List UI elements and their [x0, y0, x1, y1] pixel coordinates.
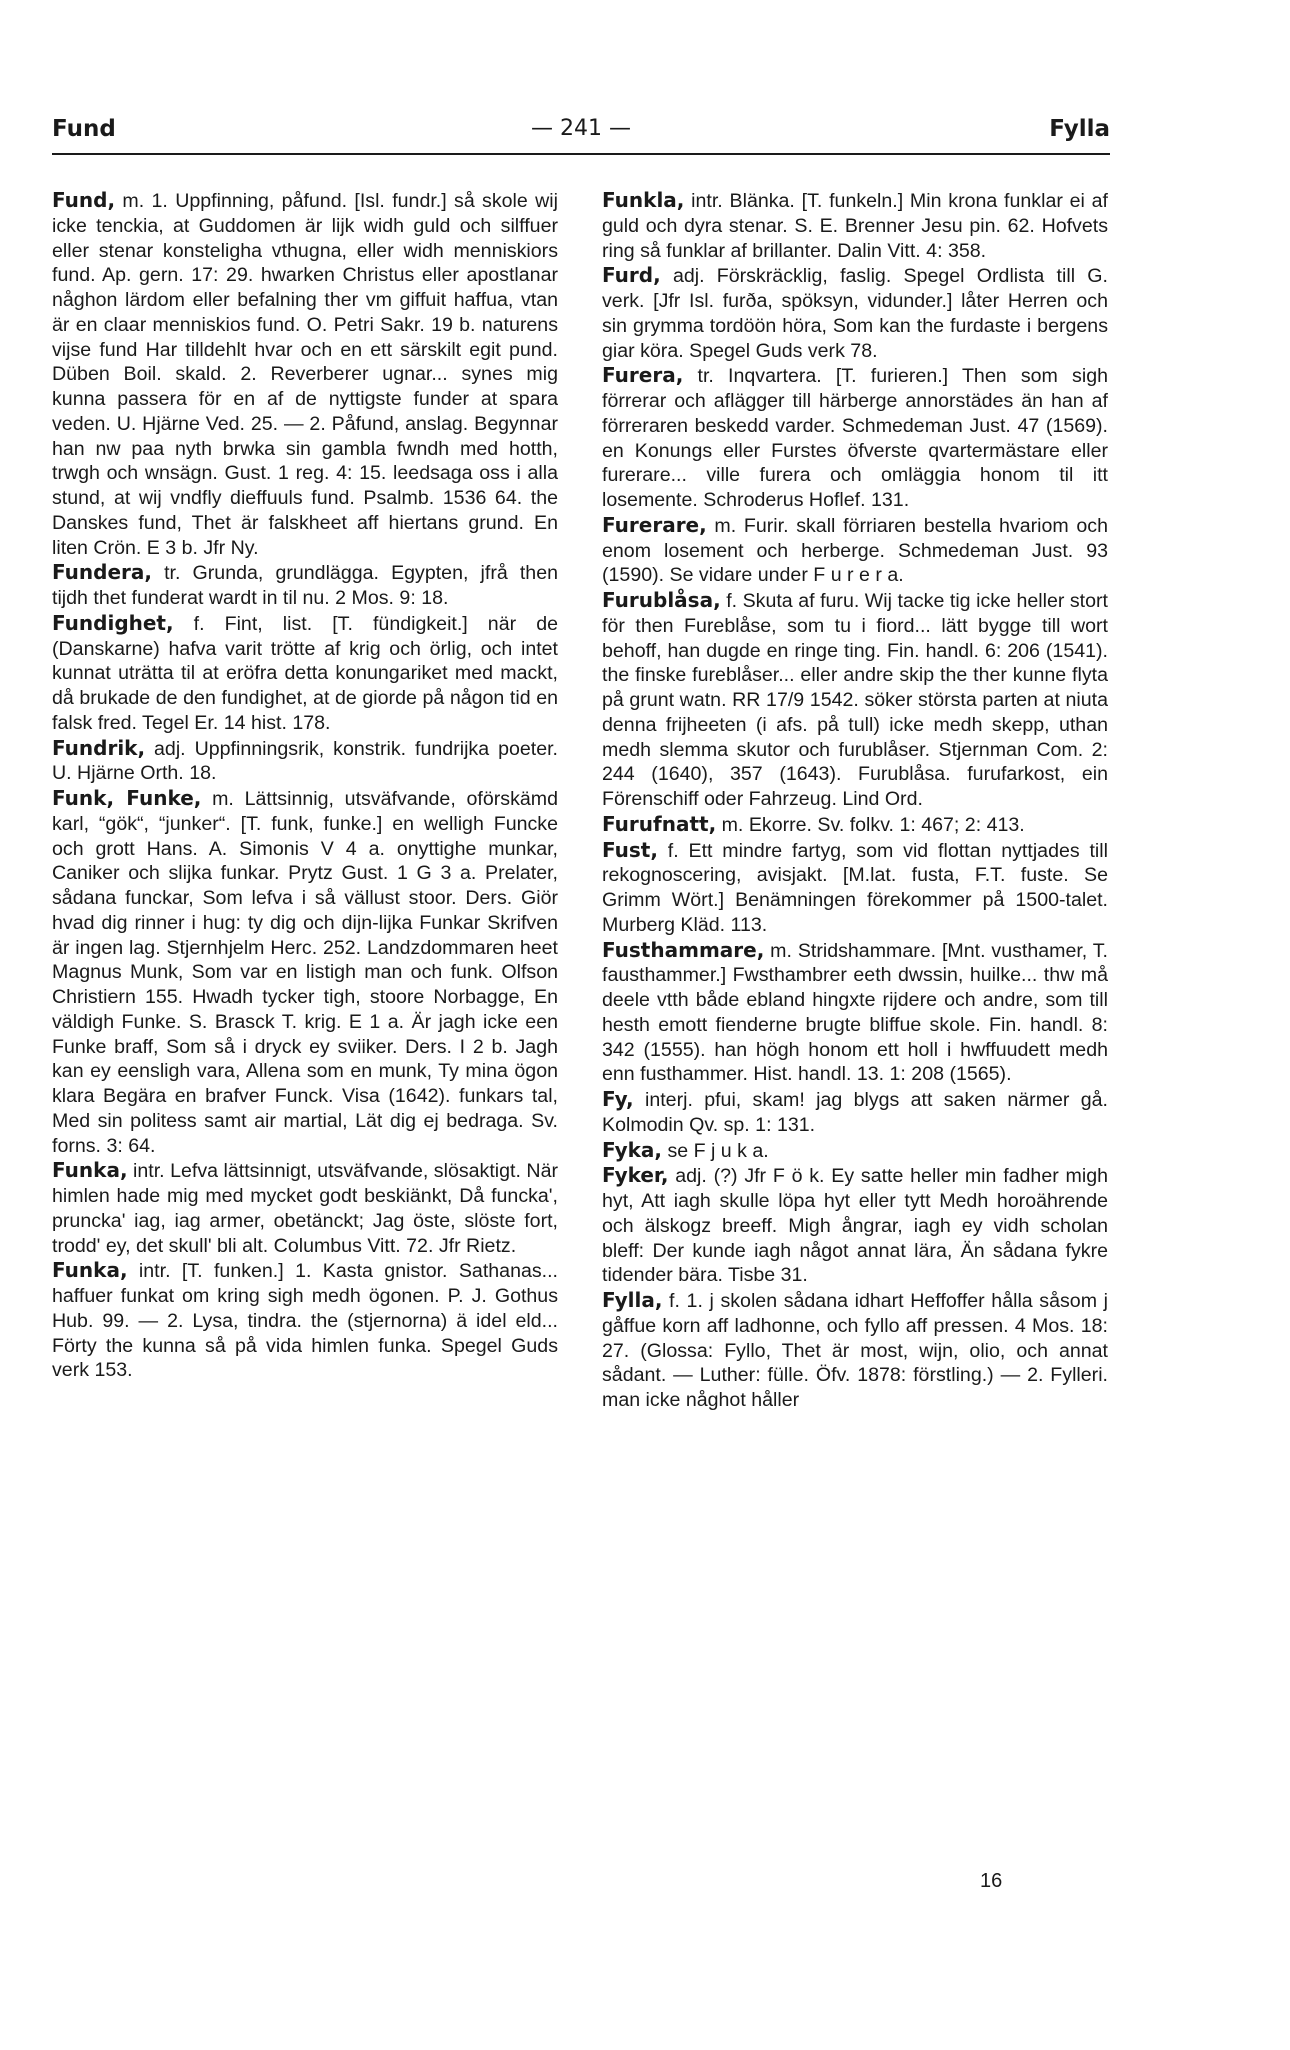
right-column: [602, 188, 1108, 1413]
entry-headword: Fyker,: [602, 1163, 669, 1188]
running-header: [52, 116, 1110, 152]
entry-headword: Fylla,: [602, 1288, 663, 1312]
entry-headword: Fundera,: [52, 560, 152, 585]
entry-definition: f. Ett mindre fartyg, som vid flottan nyttjades till rekognoscering, avisjakt. [M.lat. fusta, F.T. fuste. Se Grimm Wört.] Benämningen förekommer på 1500-talet. Murberg Kläd. 113.: [602, 839, 1108, 936]
entry-definition: intr. Blänka. [T. funkeln.] Min krona funklar ei af guld och dyra stenar. S. E. Brenner Jesu pin. 62. Hofvets ring så funklar af brillanter. Dalin Vitt. 4: 358.: [602, 190, 1108, 262]
entry-definition: m. 1. Uppfinning, påfund. [Isl. fundr.] så skole wij icke tenckia, at Guddomen är lijk widh guld och silffuer eller stenar konsteligha vthugna, eller widh menniskiors fund. Ap. gern. 17: 29. hwarken Christus eller apostlanar någhon lärdom eller befalning ther vm giffuit haffua, vtan är en claar menniskios fund. O. Petri Sakr. 19 b. naturens vijse fund Har tilldehlt hvar och en ett särskilt egit pund. Düben Boil. skald. 2. Reverberer ugnar... synes mig kunna passera för en af de nyttigste funder at spara veden. U. Hjärne Ved. 25. — 2. Påfund, anslag. Begynnar han nw paa nyth brwka sin gambla fwndh med hotth, trwgh och wnsägn. Gust. 1 reg. 4: 15. leedsaga oss i alla stund, at wij vndfly dieffuuls fund. Psalmb. 1536 64. the Danskes fund, Thet är falskheet aff hiertans grund. En liten Crön. E 3 b. Jfr Ny.: [52, 190, 558, 559]
entry-definition: adj. Uppfinningsrik, konstrik. fundrijka poeter. U. Hjärne Orth. 18.: [52, 737, 558, 785]
dictionary-entry: [602, 513, 1108, 588]
entry-definition: interj. pfui, skam! jag blygs att saken närmer gå. Kolmodin Qv. sp. 1: 131.: [602, 1089, 1108, 1136]
entry-headword: Fust,: [602, 837, 658, 862]
dictionary-entry: [602, 812, 1108, 838]
entry-headword: Fyka,: [602, 1137, 662, 1162]
dictionary-entry: [602, 588, 1108, 812]
entry-definition: f. Skuta af furu. Wij tacke tig icke heller stort för then Fureblåse, som tu i fiord... lätt bygge till wort behoff, han dugde en ringe ting. Fin. handl. 6: 206 (1541). the finske fureblåser... eller andre skip the ther kunne flyta på grunt watn. RR 17/9 1542. söker största parten at niuta denna frijheeten (i afs. på tull) icke medh skepp, uthan medh slemma skutor och furublåser. Stjernman Com. 2: 244 (1640), 357 (1643). Furublåsa. furufarkost, ein Förenschiff oder Fahrzeug. Lind Ord.: [602, 590, 1108, 810]
entry-definition: adj. Förskräcklig, faslig. Spegel Ordlista till G. verk. [Jfr Isl. furða, spöksyn, vidunder.] låter Herren och sin grymma tordöön höra, Som kan the furdaste i bergens giar köra. Spegel Guds verk 78.: [602, 265, 1108, 362]
entry-headword: Furublåsa,: [602, 588, 721, 612]
entry-definition: m. Stridshammare. [Mnt. vusthamer, T. fausthammer.] Fwsthambrer eeth dwssin, huilke... thw må deele vtth både ebland hingxte rijdere och andre, som till hesth emott fienderne brugte bliffue skole. Fin. handl. 8: 342 (1555). han högh honom ett holl i hwffuudett medh enn fusthammer. Hist. handl. 13. 1: 208 (1565).: [602, 939, 1108, 1086]
entry-definition: m. Furir. skall förriaren bestella hvariom och enom losement och herberge. Schmedeman Just. 93 (1590). Se vidare under F u r e r a.: [602, 514, 1108, 587]
entry-definition: m. Lättsinnig, utsväfvande, oförskämd karl, “gök“, “junker“. [T. funk, funke.] en welligh Funcke och grott Hans. A. Simonis V 4 a. onyttighe munkar, Caniker och slijka funkar. Prytz Gust. 1 G 3 a. Prelater, sådana funckar, Som lefva i så vällust stoor. Ders. Giör hvad dig rinner i hug: ty dig och dijn-lijka Funkar Skrifven är ingen lag. Stjernhjelm Herc. 252. Landzdommaren heet Magnus Munk, Som var en listigh man och funk. Olfson Christiern 155. Hwadh tycker tigh, stoore Norbagge, En väldigh Funke. S. Brasck T. krig. E 1 a. Är jagh icke een Funke braff, Som så i dryck ey sviiker. Ders. I 2 b. Jagh kan ey eensligh vara, Allena som en munk, Ty mina ögon klara Begära en brafver Funck. Visa (1642). funkars tal, Med sin politess samt air martial, Lät dig ej bedraga. Sv. forns. 3: 64.: [52, 788, 558, 1157]
entry-headword: Fusthammare,: [602, 937, 765, 962]
header-first-word: Fund: [52, 116, 116, 142]
entry-definition: intr. [T. funken.] 1. Kasta gnistor. Sathanas... haffuer funkat om kring sigh medh ögonen. P. J. Gothus Hub. 99. — 2. Lysa, tindra. the (stjernorna) ä idel eld... Förty the kunna så på vida himlen funka. Spegel Guds verk 153.: [52, 1260, 558, 1382]
dictionary-entry: [602, 938, 1108, 1088]
signature-mark: 16: [980, 1870, 1003, 1892]
entry-definition: tr. Grunda, grundlägga. Egypten, jfrå then tijdh thet funderat wardt in til nu. 2 Mos. 9: 18.: [52, 562, 558, 609]
dictionary-entry: [602, 1163, 1108, 1288]
entry-headword: Funkla,: [602, 188, 685, 212]
dictionary-entry: [52, 1158, 558, 1258]
dictionary-entry: [602, 188, 1108, 263]
entry-headword: Fundighet,: [52, 610, 174, 635]
dictionary-entry: [602, 363, 1108, 513]
dictionary-entry: [52, 786, 558, 1158]
entry-headword: Furufnatt,: [602, 811, 717, 836]
entry-headword: Funka,: [52, 1158, 128, 1183]
page-number: — 241 —: [531, 116, 631, 141]
header-last-word: Fylla: [1049, 116, 1110, 142]
dictionary-entry: [602, 1288, 1108, 1413]
dictionary-entry: [52, 1258, 558, 1383]
dictionary-entry: [602, 1138, 1108, 1164]
entry-headword: Furd,: [602, 263, 661, 288]
dictionary-entry: [52, 736, 558, 787]
header-rule: [52, 153, 1110, 155]
entry-headword: Fundrik,: [52, 735, 146, 760]
entry-definition: intr. Lefva lättsinnigt, utsväfvande, slösaktigt. När himlen hade mig med mycket godt beskiänkt, Då funcka', pruncka' iag, iag armer, obetänckt; Jag öste, slöste fort, trodd' ey, det skull' bli alt. Columbus Vitt. 72. Jfr Rietz.: [52, 1160, 558, 1257]
entry-headword: Fy,: [602, 1087, 634, 1111]
entry-definition: f. Fint, list. [T. fündigkeit.] när de (Danskarne) hafva varit trötte af krig och örlig, och intet kunnat uträtta til at eröfra detta konungariket med mackt, då brukade de den fundighet, at de giorde på någon tid en falsk fred. Tegel Er. 14 hist. 178.: [52, 612, 558, 734]
entry-headword: Funka,: [52, 1258, 128, 1283]
entry-definition: f. 1. j skolen sådana idhart Heffoffer hålla såsom j gåffue korn aff ladhonne, och fyllo aff pressen. 4 Mos. 18: 27. (Glossa: Fyllo, Thet är most, wijn, olio, och annat sådant. — Luther: fülle. Öfv. 1878: förstling.) — 2. Fylleri. man icke någhot håller: [602, 1290, 1108, 1411]
entry-headword: Fund,: [52, 188, 116, 212]
left-column: [52, 188, 558, 1383]
entry-headword: Furera,: [602, 363, 684, 388]
dictionary-entry: [52, 188, 558, 560]
dictionary-entry: [602, 838, 1108, 938]
entry-definition: m. Ekorre. Sv. folkv. 1: 467; 2: 413.: [716, 813, 1025, 836]
entry-headword: Furerare,: [602, 512, 707, 537]
entry-headword: Funk, Funke,: [52, 786, 202, 810]
entry-definition: se F j u k a.: [662, 1139, 769, 1162]
dictionary-entry: [52, 611, 558, 736]
dictionary-entry: [52, 560, 558, 611]
dictionary-entry: [602, 263, 1108, 363]
entry-definition: adj. (?) Jfr F ö k. Ey satte heller min fadher migh hyt, Att iagh skulle löpa hyt eller tytt Medh horoährende och älskogz breeff. Migh ångrar, iagh ey vidh scholan bleff: Der kunde iagh något annat lära, Än sådana fykre tidender bära. Tisbe 31.: [602, 1165, 1108, 1287]
dictionary-entry: [602, 1087, 1108, 1138]
entry-definition: tr. Inqvartera. [T. furieren.] Then som sigh förrerar och aflägger till härberge annorstädes än han af förreraren beskedd varder. Schmedeman Just. 47 (1569). en Konungs eller Furstes öfverste qvartermästare eller furerare... ville furera och omläggia honom til itt losemente. Schroderus Hoflef. 131.: [602, 365, 1108, 511]
